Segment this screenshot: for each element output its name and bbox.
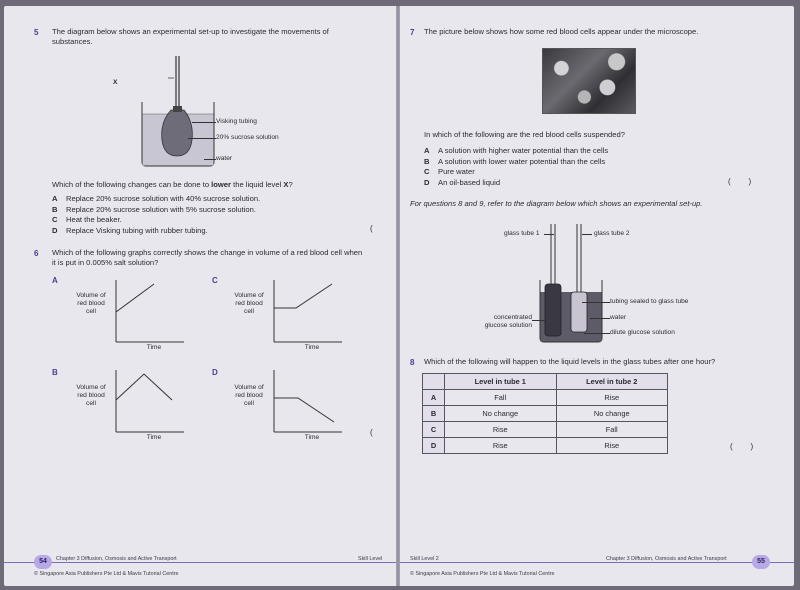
label-glass-tube-2: glass tube 2 [594, 230, 630, 237]
q7-number: 7 [410, 28, 415, 37]
graph-a-letter: A [52, 276, 58, 285]
right-footer-rule [400, 562, 794, 563]
q8-row-d-letter: D [423, 438, 445, 454]
q5-text-line1: The diagram below shows an experimental set-up to investigate the movements of [52, 27, 329, 36]
q7-answer-bracket[interactable]: ( ) [728, 177, 752, 186]
q8-header-tube2: Level in tube 2 [556, 374, 668, 390]
graph-a-ylabel-3: cell [86, 308, 96, 315]
q7-option-d-letter: D [424, 177, 430, 187]
graph-d-letter: D [212, 368, 218, 377]
q8-row-a-tube2: Rise [556, 390, 668, 406]
q5-question-post: the liquid level [231, 180, 284, 189]
q7-option-b-text: A solution with lower water potential than the cells [438, 156, 606, 166]
q6-text [52, 248, 392, 268]
label-water: water [216, 155, 233, 162]
label-water-right: water [610, 314, 627, 321]
graph-d-ylabel-2: red blood [235, 392, 263, 399]
q7-text: The picture below shows how some red blood cells appear under the microscope. [424, 27, 699, 36]
right-footer-level: Skill Level 2 [410, 556, 439, 562]
graph-b-ylabel-3: cell [86, 400, 96, 407]
graph-b-xlabel: Time [146, 434, 162, 441]
label-conc-line2: glucose solution [484, 322, 532, 329]
q5-option-c[interactable] [52, 215, 352, 226]
q7-option-a-letter: A [424, 146, 430, 155]
left-page-number: 54 [34, 555, 52, 569]
q5-options [52, 194, 352, 236]
table-row[interactable] [423, 390, 668, 406]
q7-option-c-text: Pure water [438, 167, 475, 176]
graph-c-ylabel-1: Volume of [234, 292, 264, 299]
red-blood-cells-micrograph [542, 48, 636, 114]
label-glass-tube-1: glass tube 1 [504, 230, 540, 237]
graph-a-plot [114, 280, 184, 344]
q5-text-line2: substances. [52, 37, 93, 46]
table-row[interactable] [423, 422, 668, 438]
q8-header-tube1: Level in tube 1 [445, 374, 557, 390]
q7-option-a-text: A solution with higher water potential than the cells [438, 146, 609, 155]
graph-a-ylabel [68, 292, 114, 316]
graph-c-letter: C [212, 276, 218, 285]
q5-option-a-letter: A [52, 194, 58, 203]
label-sucrose: 20% sucrose solution [216, 134, 279, 141]
graph-d-ylabel-1: Volume of [234, 384, 264, 391]
graph-d-xlabel: Time [304, 434, 320, 441]
q5-option-a-text: Replace 20% sucrose solution with 40% sucrose solution. [66, 194, 261, 203]
q5-option-a[interactable] [52, 194, 352, 205]
leader-dilute [584, 333, 610, 334]
graph-c-plot [272, 280, 342, 344]
graph-c-xlabel: Time [304, 344, 320, 351]
label-x: X [113, 79, 118, 86]
q8-row-c-tube2: Fall [556, 422, 668, 438]
leader-concentrated [532, 320, 546, 321]
right-footer-chapter: Chapter 3 Diffusion, Osmosis and Active Transport [606, 556, 727, 562]
graph-d-ylabel [226, 384, 272, 408]
right-page-number: 55 [752, 555, 770, 569]
label-conc-line1: concentrated [493, 314, 532, 321]
left-footer-chapter: Chapter 3 Diffusion, Osmosis and Active Transport [56, 556, 177, 562]
q5-answer-bracket[interactable]: ( [370, 224, 373, 233]
q8-table-header [423, 374, 668, 390]
q7-option-b[interactable] [424, 157, 754, 168]
q7-option-d-text: An oil-based liquid [438, 177, 501, 187]
leader-sucrose [188, 138, 216, 139]
leader-water [204, 159, 216, 160]
q6-number: 6 [34, 249, 39, 258]
q8-text: Which of the following will happen to the liquid levels in the glass tubes after one hour? [424, 357, 716, 366]
q5-question-x: X [283, 180, 289, 189]
leader-tube1 [544, 234, 554, 235]
q5-option-d[interactable] [52, 226, 352, 237]
q5-question-pre: Which of the following changes can be done to [52, 180, 212, 189]
left-page [4, 6, 396, 586]
label-concentrated-glucose [470, 314, 532, 330]
q5-option-b-text: Replace 20% sucrose solution with 5% sucrose solution. [66, 204, 256, 214]
intro-questions-8-9: For questions 8 and 9, refer to the diagram below which shows an experimental set-up. [410, 199, 703, 208]
leader-visking [192, 122, 216, 123]
table-row[interactable] [423, 406, 668, 422]
q8-row-a-tube1: Fall [445, 390, 557, 406]
q5-question [52, 180, 392, 190]
leader-water-right [590, 318, 610, 319]
glass-tube-setup-diagram [530, 222, 630, 346]
q6-text-line1: Which of the following graphs correctly shows the change in volume of a red blood cell when [52, 248, 363, 257]
q8-row-c-tube1: Rise [445, 422, 557, 438]
graph-d-plot [272, 370, 342, 434]
label-visking-tubing: Visking tubing [216, 118, 257, 125]
table-row[interactable] [423, 438, 668, 454]
graph-b-plot [114, 370, 184, 434]
q8-row-d-tube2: Rise [556, 438, 668, 454]
leader-tube2 [582, 234, 592, 235]
q8-row-b-letter: B [423, 406, 445, 422]
q8-number: 8 [410, 358, 415, 367]
q7-option-c-letter: C [424, 167, 430, 176]
q5-option-d-text: Replace Visking tubing with rubber tubing. [66, 225, 208, 235]
q5-option-d-letter: D [52, 225, 58, 235]
graph-b-ylabel [68, 384, 114, 408]
graph-b-ylabel-2: red blood [77, 392, 105, 399]
left-footer-level: Skill Level [358, 556, 383, 562]
q7-option-a[interactable] [424, 146, 754, 157]
q5-option-b[interactable] [52, 205, 352, 216]
q8-row-a-letter: A [423, 390, 445, 406]
q8-row-d-tube1: Rise [445, 438, 557, 454]
q7-option-c[interactable] [424, 167, 754, 178]
graph-d-ylabel-3: cell [244, 400, 254, 407]
q5-question-end: ? [288, 180, 293, 189]
label-dilute-glucose: dilute glucose solution [610, 329, 675, 336]
graph-b-ylabel-1: Volume of [76, 384, 106, 391]
graph-b-letter: B [52, 368, 58, 377]
left-footer-copyright: © Singapore Asia Publishers Pte Ltd & Mavis Tutorial Centre [34, 571, 179, 577]
q5-option-c-text: Heat the beaker. [66, 215, 122, 224]
graph-c-ylabel-2: red blood [235, 300, 263, 307]
q5-text [52, 27, 392, 47]
q6-text-line2: it is put in 0.005% salt solution? [52, 258, 159, 267]
q8-header-blank [423, 374, 445, 390]
right-footer-copyright: © Singapore Asia Publishers Pte Ltd & Mavis Tutorial Centre [410, 571, 555, 577]
graph-c-ylabel [226, 292, 272, 316]
q5-option-c-letter: C [52, 215, 58, 224]
q7-option-b-letter: B [424, 156, 430, 166]
q6-answer-bracket[interactable]: ( [370, 428, 373, 437]
left-footer-rule [4, 562, 396, 563]
osmometer-diagram [124, 56, 224, 171]
q5-option-b-letter: B [52, 204, 58, 214]
q8-row-c-letter: C [423, 422, 445, 438]
graph-a-xlabel: Time [146, 344, 162, 351]
leader-sealed [582, 302, 610, 303]
graph-c-ylabel-3: cell [244, 308, 254, 315]
q8-answer-bracket[interactable]: ( ) [730, 442, 754, 451]
q8-row-b-tube1: No change [445, 406, 557, 422]
graph-a-ylabel-2: red blood [77, 300, 105, 307]
q5-question-bold: lower [211, 180, 231, 189]
q7-question: In which of the following are the red blood cells suspended? [424, 130, 625, 139]
q8-row-b-tube2: No change [556, 406, 668, 422]
q8-table [422, 373, 668, 454]
right-page [400, 6, 794, 586]
graph-a-ylabel-1: Volume of [76, 292, 106, 299]
q7-options [424, 146, 754, 188]
label-tubing-sealed: tubing sealed to glass tube [610, 298, 689, 305]
q5-number: 5 [34, 28, 39, 37]
q7-option-d[interactable] [424, 178, 754, 189]
